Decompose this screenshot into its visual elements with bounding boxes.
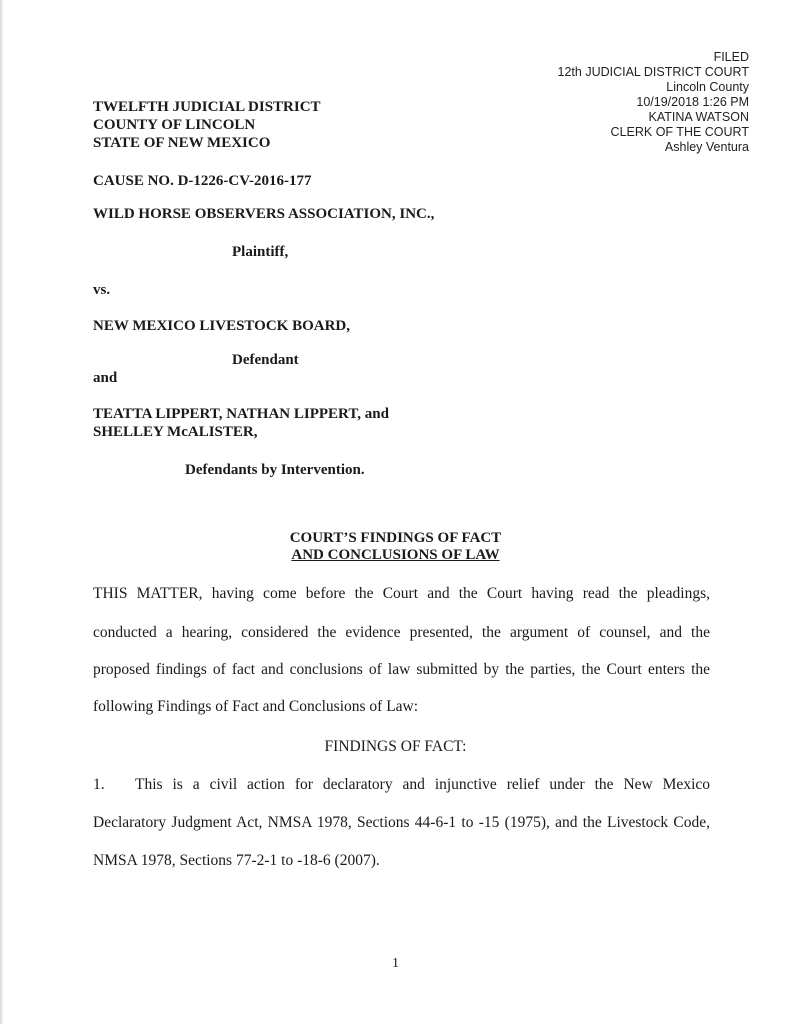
intro-line-3: proposed findings of fact and conclusions of law submitted by the parties, the Court enters the: [93, 661, 710, 678]
stamp-datetime: 10/19/2018 1:26 PM: [636, 95, 749, 109]
intervenors-line-2: SHELLEY McALISTER,: [93, 424, 258, 440]
defendant-name: NEW MEXICO LIVESTOCK BOARD,: [93, 318, 350, 334]
cause-number: CAUSE NO. D-1226-CV-2016-177: [93, 173, 312, 189]
court-county: COUNTY OF LINCOLN: [93, 117, 256, 133]
stamp-county: Lincoln County: [666, 80, 749, 94]
intervenors-role: Defendants by Intervention.: [185, 462, 365, 478]
finding-1-line-2: Declaratory Judgment Act, NMSA 1978, Sections 44-6-1 to -15 (1975), and the Livestock Code,: [93, 814, 710, 831]
court-state: STATE OF NEW MEXICO: [93, 135, 271, 151]
finding-number: 1.: [93, 776, 105, 793]
and-text: and: [93, 370, 118, 386]
plaintiff-role: Plaintiff,: [232, 244, 289, 260]
page-number: 1: [392, 956, 399, 971]
title-line-1: COURT’S FINDINGS OF FACT: [289, 530, 502, 546]
finding-1-line-1: This is a civil action for declaratory and injunctive relief under the New Mexico: [135, 776, 710, 793]
finding-1-line-3: NMSA 1978, Sections 77-2-1 to -18-6 (2007).: [93, 852, 380, 869]
intro-line-4: following Findings of Fact and Conclusions of Law:: [93, 698, 419, 715]
document-title: [0, 530, 791, 564]
stamp-clerk-title: CLERK OF THE COURT: [610, 125, 749, 139]
stamp-clerk-name: KATINA WATSON: [648, 110, 749, 124]
stamp-deputy: Ashley Ventura: [664, 140, 749, 154]
intro-line-1: THIS MATTER, having come before the Court and the Court having read the pleadings,: [93, 585, 710, 602]
stamp-filed: FILED: [713, 50, 749, 64]
versus: vs.: [93, 282, 111, 298]
page-edge-shadow: [0, 0, 4, 1024]
finding-1-first-line: [93, 776, 710, 794]
court-header: [93, 98, 321, 152]
intro-line-2: conducted a hearing, considered the evidence presented, the argument of counsel, and the: [93, 624, 710, 641]
intervenors-line-1: TEATTA LIPPERT, NATHAN LIPPERT, and: [93, 406, 389, 422]
court-district: TWELFTH JUDICIAL DISTRICT: [93, 99, 321, 115]
plaintiff-name: WILD HORSE OBSERVERS ASSOCIATION, INC.,: [93, 206, 435, 222]
defendant-role: Defendant: [232, 352, 299, 368]
stamp-court: 12th JUDICIAL DISTRICT COURT: [557, 65, 749, 79]
filing-stamp: [558, 50, 749, 155]
section-heading: FINDINGS OF FACT:: [324, 738, 467, 755]
title-line-2: AND CONCLUSIONS OF LAW: [291, 547, 500, 563]
